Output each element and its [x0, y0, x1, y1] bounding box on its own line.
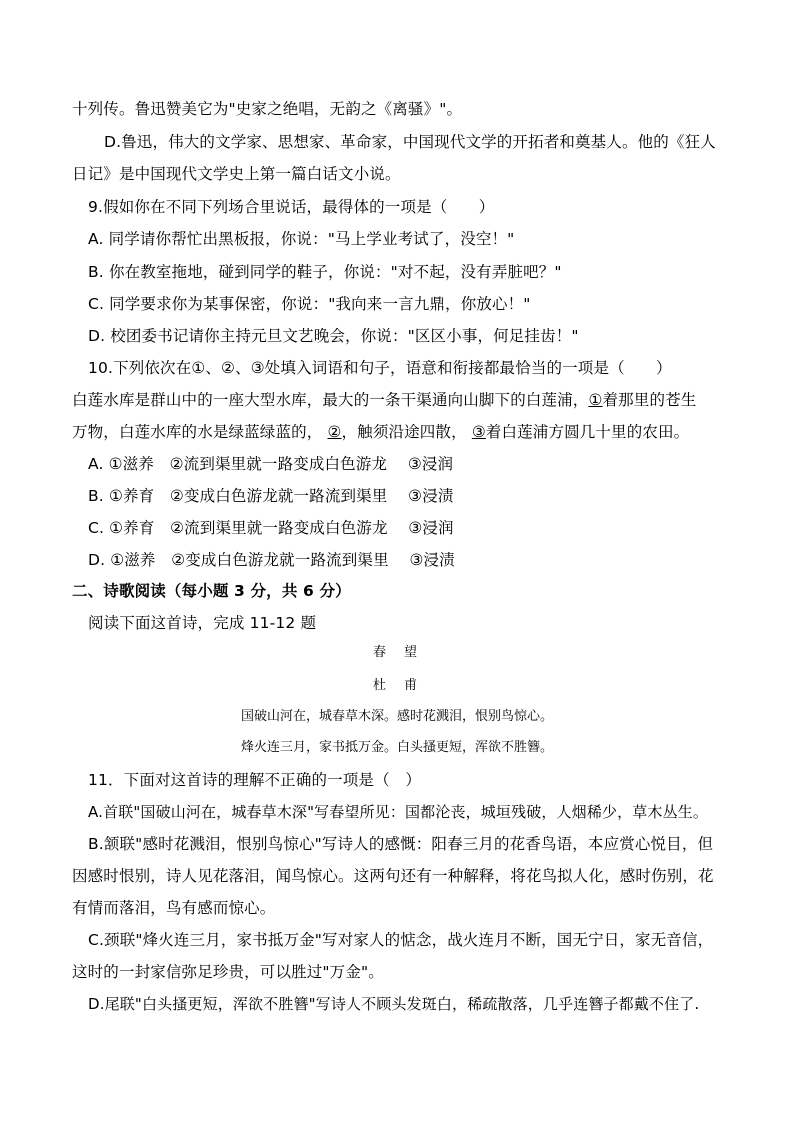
poem-line-1: 国破山河在，城春草木深。感时花溅泪，恨别鸟惊心。 [240, 709, 553, 724]
question-11-option-d: D.尾联"白头搔更短，浑欲不胜簪"写诗人不顾头发斑白，稀疏散落，几乎连簪子都戴不住了. [88, 995, 700, 1013]
question-11: 11．下面对这首诗的理解不正确的一项是（ ） [88, 771, 422, 789]
question-10-option-c: C. ①养育 ②流到渠里就一路变成白色游龙 ③浸润 [88, 519, 454, 537]
question-11-option-b-line-3: 有情而落泪，鸟有感而惊心。 [72, 899, 276, 917]
question-9: 9.假如你在不同下列场合里说话，最得体的一项是（ ） [88, 198, 495, 216]
question-11-option-a: A.首联"国破山河在，城春草木深"写春望所见：国都沦丧，城垣残破，人烟稀少，草木丛生。 [88, 803, 709, 821]
question-10-passage-line-1 [72, 389, 696, 411]
text-line: 日记》是中国现代文学史上第一篇白话文小说。 [72, 165, 401, 183]
question-10-option-d: D. ①滋养 ②变成白色游龙就一路流到渠里 ③浸渍 [88, 551, 455, 569]
question-9-option-a: A. 同学请你帮忙出黑板报，你说："马上学业考试了，没空！" [88, 230, 515, 248]
question-10-option-b: B. ①养育 ②变成白色游龙就一路流到渠里 ③浸渍 [88, 487, 454, 505]
option-d-paragraph: D.鲁迅，伟大的文学家、思想家、革命家，中国现代文学的开拓者和奠基人。他的《狂人 [104, 133, 716, 151]
question-11-option-b-line-2: 因感时恨别，诗人见花落泪，闻鸟惊心。这两句还有一种解释，将花鸟拟人化，感时伤别，花 [72, 867, 714, 885]
blank-marker-3: ③ [471, 423, 486, 441]
poem-line-2: 烽火连三月，家书抵万金。白头搔更短，浑欲不胜簪。 [240, 740, 553, 755]
question-9-option-c: C. 同学要求你为某事保密，你说："我向来一言九鼎，你放心！" [88, 295, 531, 313]
question-11-option-c-line-2: 这时的一封家信弥足珍贵，可以胜过"万金"。 [72, 963, 384, 981]
reading-instruction: 阅读下面这首诗，完成 11-12 题 [88, 614, 317, 632]
passage-text: 着那里的苍生 [602, 391, 697, 409]
question-10: 10.下列依次在①、②、③处填入词语和句子，语意和衔接都最恰当的一项是（ ） [88, 359, 672, 377]
question-9-option-b: B. 你在教室拖地，碰到同学的鞋子，你说："对不起，没有弄脏吧？" [88, 263, 562, 281]
passage-text: 着白莲浦方圆几十里的农田。 [485, 423, 690, 441]
section-heading: 二、诗歌阅读（每小题 3 分，共 6 分） [72, 582, 351, 600]
blank-marker-1: ① [588, 391, 603, 409]
passage-text: ，触须沿途四散， [341, 423, 467, 441]
poem-title: 春望 [372, 645, 435, 660]
poem-author: 杜甫 [372, 678, 435, 693]
question-11-option-b-line-1: B.颔联"感时花溅泪，恨别鸟惊心"写诗人的感慨：阳春三月的花香鸟语，本应赏心悦目，但 [88, 835, 714, 853]
passage-text: 白莲水库是群山中的一座大型水库，最大的一条干渠通向山脚下的白莲浦， [72, 391, 589, 409]
question-9-option-d: D. 校团委书记请你主持元旦文艺晚会，你说："区区小事，何足挂齿！" [88, 327, 579, 345]
question-10-option-a: A. ①滋养 ②流到渠里就一路变成白色游龙 ③浸润 [88, 455, 454, 473]
question-10-passage-line-2 [72, 421, 689, 443]
text-line: 十列传。鲁迅赞美它为"史家之绝唱，无韵之《离骚》"。 [72, 100, 463, 118]
question-11-option-c-line-1: C.颈联"烽火连三月，家书抵万金"写对家人的惦念，战火连月不断，国无宁日，家无音信， [88, 931, 714, 949]
blank-marker-2: ② [327, 423, 342, 441]
passage-text: 万物，白莲水库的水是绿蓝绿蓝的， [72, 423, 323, 441]
